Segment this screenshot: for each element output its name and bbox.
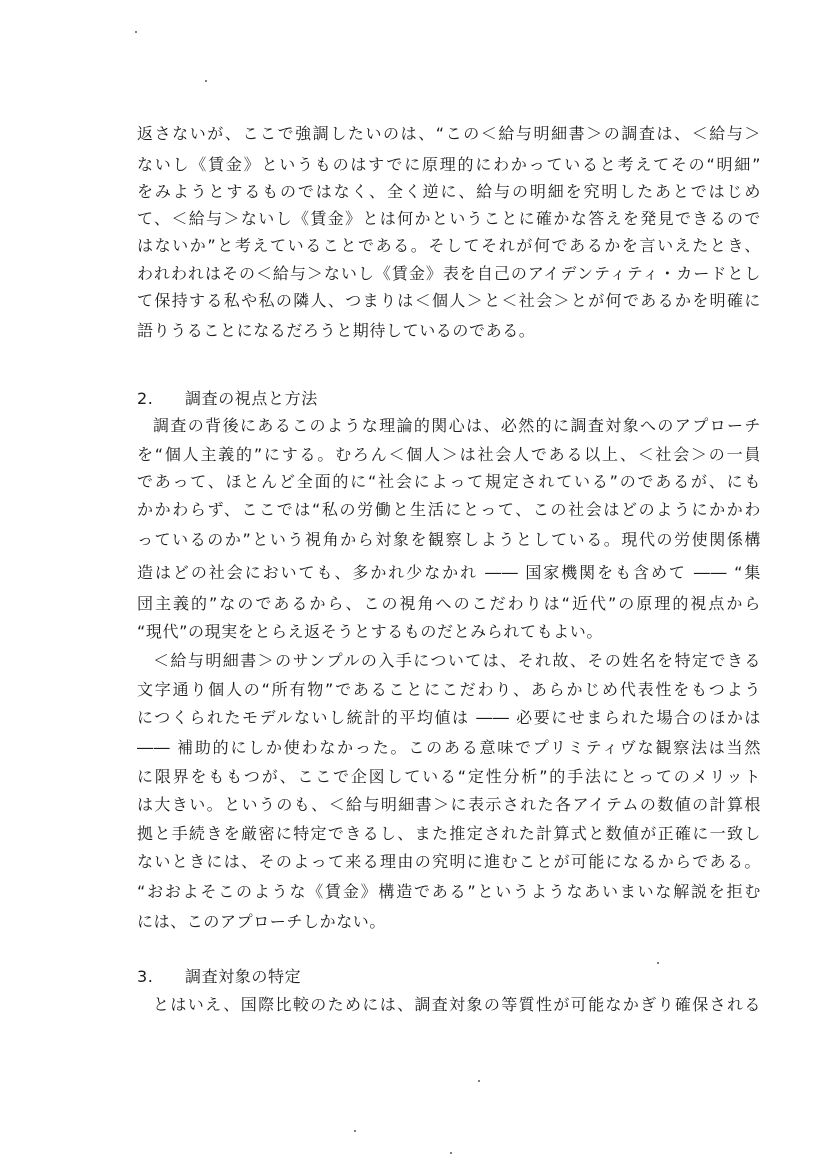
text-line: につくられたモデルないし統計的平均値は ―― 必要にせまられた場合のほかは xyxy=(137,708,761,727)
section-heading-2 xyxy=(137,389,318,409)
text-line: ないときには、そのよって来る理由の究明に進むことが可能になるからである。 xyxy=(137,852,761,871)
section-title: 調査の視点と方法 xyxy=(185,389,318,408)
text-line: ないし《賃金》というものはすでに原理的にわかっていると考えてその“明細” xyxy=(137,155,761,174)
text-line: に限界をももつが、ここで企図している“定性分析”的手法にとってのメリット xyxy=(137,767,761,786)
text-line: ―― 補助的にしか使わなかった。このある意味でプリミティヴな観察法は当然 xyxy=(137,738,761,757)
section-heading-3 xyxy=(137,967,301,987)
text-line: ＜給与明細書＞のサンプルの入手については、それ故、その姓名を特定できる xyxy=(153,651,761,670)
text-line: は大きい。というのも、＜給与明細書＞に表示された各アイテムの数値の計算根 xyxy=(137,795,761,814)
text-line: 調査の背後にあるこのような理論的関心は、必然的に調査対象へのアプローチ xyxy=(153,416,761,435)
text-line: “おおよそこのような《賃金》構造である”というようなあいまいな解説を拒む xyxy=(137,882,761,901)
scan-speck xyxy=(657,962,659,964)
text-line: には、このアプローチしかない。 xyxy=(137,912,387,931)
scan-speck xyxy=(450,1152,452,1154)
scan-speck xyxy=(478,1080,480,1082)
text-line: て保持する私や私の隣人、つまりは＜個人＞と＜社会＞とが何であるかを明確に xyxy=(137,291,761,310)
section-number: 3. xyxy=(137,967,154,986)
section-title: 調査対象の特定 xyxy=(185,967,302,986)
text-line: を“個人主義的”にする。むろん＜個人＞は社会人である以上、＜社会＞の一員 xyxy=(137,445,761,464)
scan-speck xyxy=(205,80,207,82)
section-number: 2. xyxy=(137,389,154,408)
text-line: “現代”の現実をとらえ返そうとするものだとみられてもよい。 xyxy=(137,622,603,641)
text-line: 文字通り個人の“所有物”であることにこだわり、あらかじめ代表性をもつよう xyxy=(137,680,761,699)
text-line: 造はどの社会においても、多かれ少なかれ ―― 国家機関をも含めて ―― “集 xyxy=(137,563,761,582)
text-line: かかわらず、ここでは“私の労働と生活にとって、この社会はどのようにかかわ xyxy=(137,500,761,519)
text-line: て、＜給与＞ないし《賃金》とは何かということに確かな答えを発見できるので xyxy=(137,209,761,228)
text-line: とはいえ、国際比較のためには、調査対象の等質性が可能なかぎり確保される xyxy=(153,995,761,1014)
text-line: はないか”と考えていることである。そしてそれが何であるかを言いえたとき、 xyxy=(137,236,761,255)
scan-speck xyxy=(135,31,137,33)
text-line: 語りうることになるだろうと期待しているのである。 xyxy=(137,321,536,340)
scan-speck xyxy=(354,1130,356,1132)
text-line: っているのか”という視角から対象を観察しようとしている。現代の労使関係構 xyxy=(137,530,761,549)
text-line: 拠と手続きを厳密に特定できるし、また推定された計算式と数値が正確に一致し xyxy=(137,824,761,843)
text-line: をみようとするものではなく、全く逆に、給与の明細を究明したあとではじめ xyxy=(137,182,761,201)
text-line: 返さないが、ここで強調したいのは、“この＜給与明細書＞の調査は、＜給与＞ xyxy=(137,124,761,143)
text-line: 団主義的”なのであるから、この視角へのこだわりは“近代”の原理的視点から xyxy=(137,594,761,613)
text-line: であって、ほとんど全面的に“社会によって規定されている”のであるが、にも xyxy=(137,472,761,491)
text-line: われわれはその＜給与＞ないし《賃金》表を自己のアイデンティティ・カードとし xyxy=(137,264,761,283)
